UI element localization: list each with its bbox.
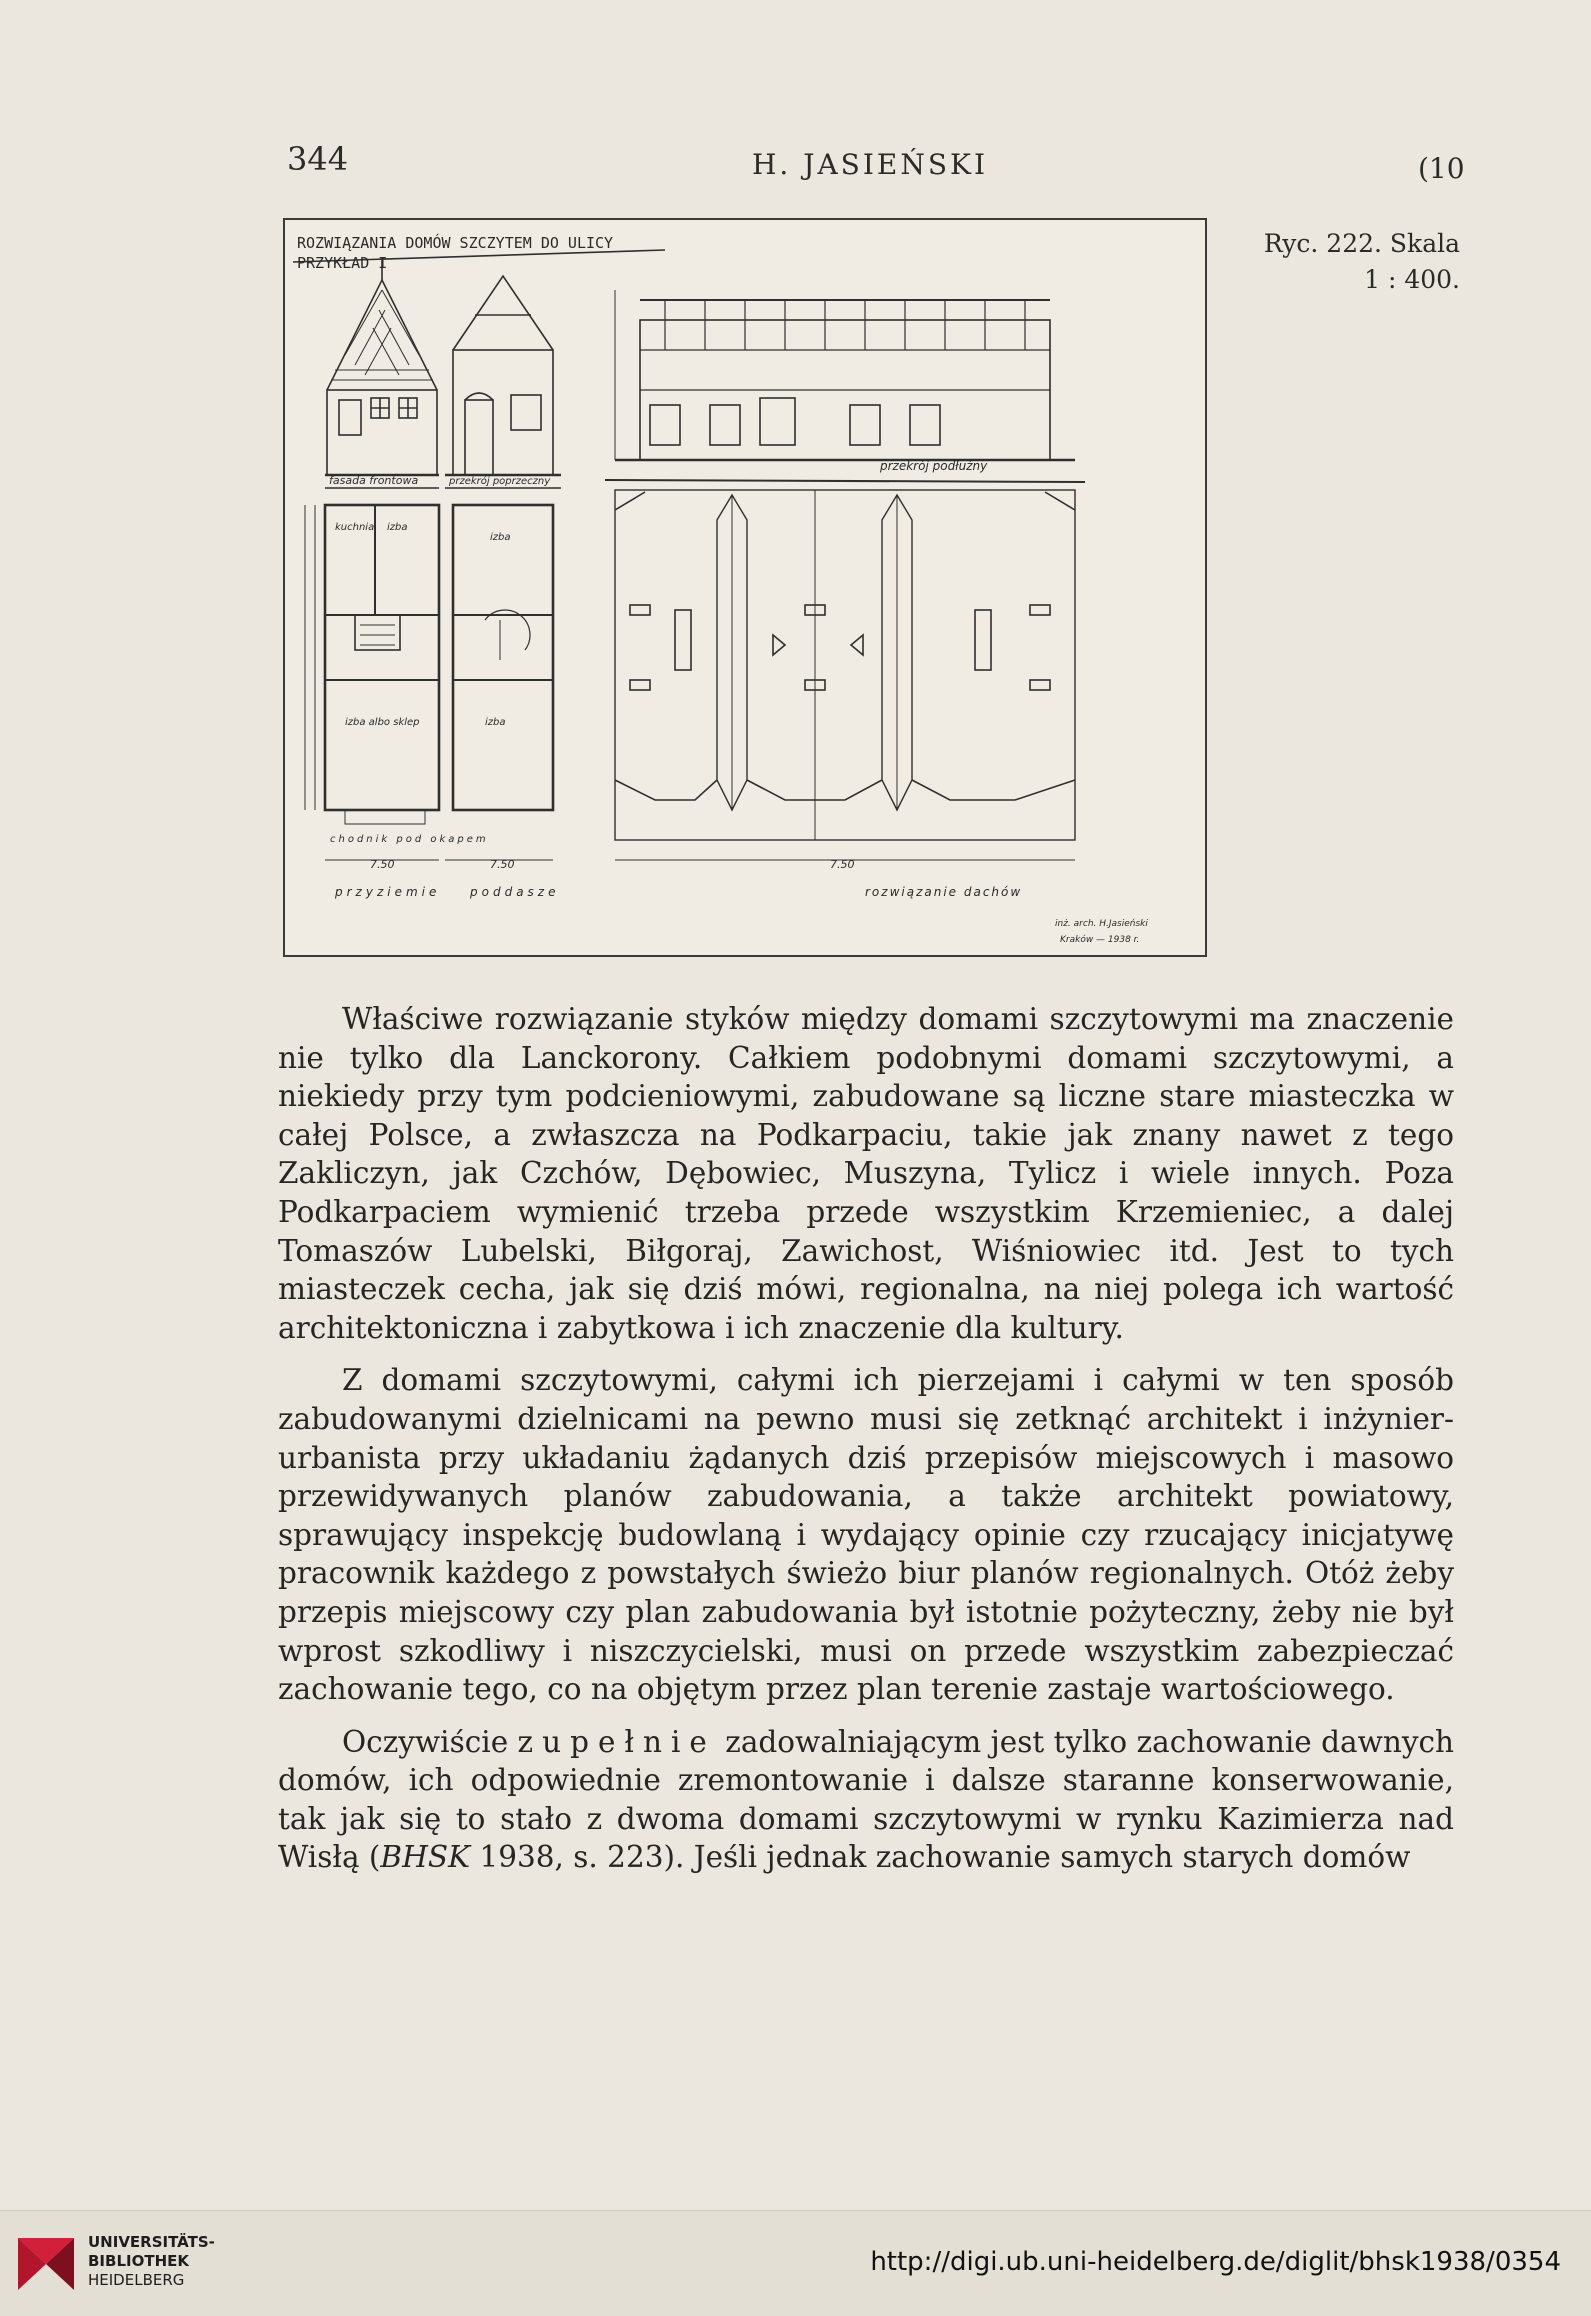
caption-line1: Ryc. 222. Skala xyxy=(1263,229,1460,258)
source-url-link[interactable]: http://digi.ub.uni-heidelberg.de/diglit/bhsk1938/0354 xyxy=(870,2247,1561,2277)
library-logo-icon xyxy=(12,2230,80,2298)
label-ground-floor: przyziemie xyxy=(335,885,441,899)
running-head: H. JASIEŃSKI xyxy=(752,148,989,181)
logo-line2: BIBLIOTHEK xyxy=(88,2252,189,2270)
signature-line2: Kraków — 1938 r. xyxy=(1060,935,1140,945)
logo-line1: UNIVERSITÄTS- xyxy=(88,2233,215,2251)
figure-subtitle: PRZYKŁAD I xyxy=(297,254,388,272)
figure-title: ROZWIĄZANIA DOMÓW SZCZYTEM DO ULICY xyxy=(297,234,614,252)
dim-ground: 7.50 xyxy=(370,858,395,871)
logo-line3: HEIDELBERG xyxy=(88,2271,185,2289)
paragraph-1: Właściwe rozwiązanie styków między domami szczytowymi ma znaczenie nie tylko dla Lanckorony. Całkiem podobnymi domami szczytowymi, a niekiedy przy tym podcieniowymi, zabudowane są liczne stare miasteczka w całej Polsce, a zwłaszcza na Podkarpaciu, takie jak znany nawet z tego Zakliczyn, jak Czchów, Dębowiec, Muszyna, Tylicz i wiele innych. Poza Podkarpaciem wymienić trzeba przede wszystkim Krzemieniec, a dalej Tomaszów Lubelski, Biłgoraj, Zawichost, Wiśniowiec itd. Jest to tych miasteczek cecha, jak się dziś mówi, regionalna, na niej polega ich wartość architektoniczna i zabytkowa i ich znaczenie dla kultury. xyxy=(278,1002,1454,1345)
paragraph-2: Z domami szczytowymi, całymi ich pierzejami i całymi w ten sposób zabudowanymi dzielnicami na pewno musi się zetknąć architekt i inżynier-urbanista przy układaniu żądanych dziś przepisów miejscowych i masowo przewidywanych planów zabudowania, a także architekt powiatowy, sprawujący inspekcję budowlaną i wydający opinie czy rzucający inicjatywę pracownik każdego z powstałych świeżo biur planów regionalnych. Otóż żeby przepis miejscowy czy plan zabudowania był istotnie pożyteczny, żeby nie był wprost szkodliwy i niszczycielski, musi on przede wszystkim zabezpieczać zachowanie tego, co na objętym przez plan terenie zastaje wartościowego. xyxy=(278,1363,1454,1707)
figure-caption xyxy=(1240,226,1460,298)
paragraph-3-end: 1938, s. 223). Jeśli jednak zachowanie samych starych domów xyxy=(470,1840,1411,1875)
body-text xyxy=(278,1000,1454,1891)
room-kitchen: kuchnia xyxy=(335,522,375,533)
paragraph-3-mid: zadowalniającym jest tylko zachowanie dawnych domów, ich odpowiednie zremontowanie i dalsze staranne konserwowanie, tak jak się to stało z dwoma domami szczytowymi w rynku Kazimierza nad Wisłą ( xyxy=(278,1724,1455,1875)
label-attic: poddasze xyxy=(470,885,560,899)
room-izba: izba xyxy=(387,522,408,533)
room-izba-shop: izba albo sklep xyxy=(345,717,420,728)
label-roofs: rozwiązanie dachów xyxy=(865,885,1023,899)
label-sidewalk: chodnik pod okapem xyxy=(330,834,489,845)
section-mark: (10 xyxy=(1418,152,1465,185)
architectural-figure xyxy=(283,218,1207,957)
label-long-section: przekrój podłużny xyxy=(880,459,988,473)
paragraph-3-italic: BHSK xyxy=(380,1840,471,1875)
paragraph-3-start: Oczywiście xyxy=(342,1724,518,1759)
paragraph-3 xyxy=(278,1723,1454,1877)
room-izba-attic-2: izba xyxy=(485,717,506,728)
label-facade: fasada frontowa xyxy=(329,474,419,487)
paragraph-3-spaced: zupełnie xyxy=(517,1724,716,1759)
library-logo-text xyxy=(88,2233,215,2290)
figure-drawing xyxy=(285,220,1205,955)
signature-line1: inż. arch. H.Jasieński xyxy=(1055,919,1148,929)
room-izba-attic: izba xyxy=(490,532,511,543)
page-number: 344 xyxy=(287,140,349,178)
dim-attic: 7.50 xyxy=(490,858,515,871)
dim-roofs: 7.50 xyxy=(830,858,855,871)
label-cross-section: przekrój poprzeczny xyxy=(449,476,551,487)
caption-line2: 1 : 400. xyxy=(1364,265,1460,294)
